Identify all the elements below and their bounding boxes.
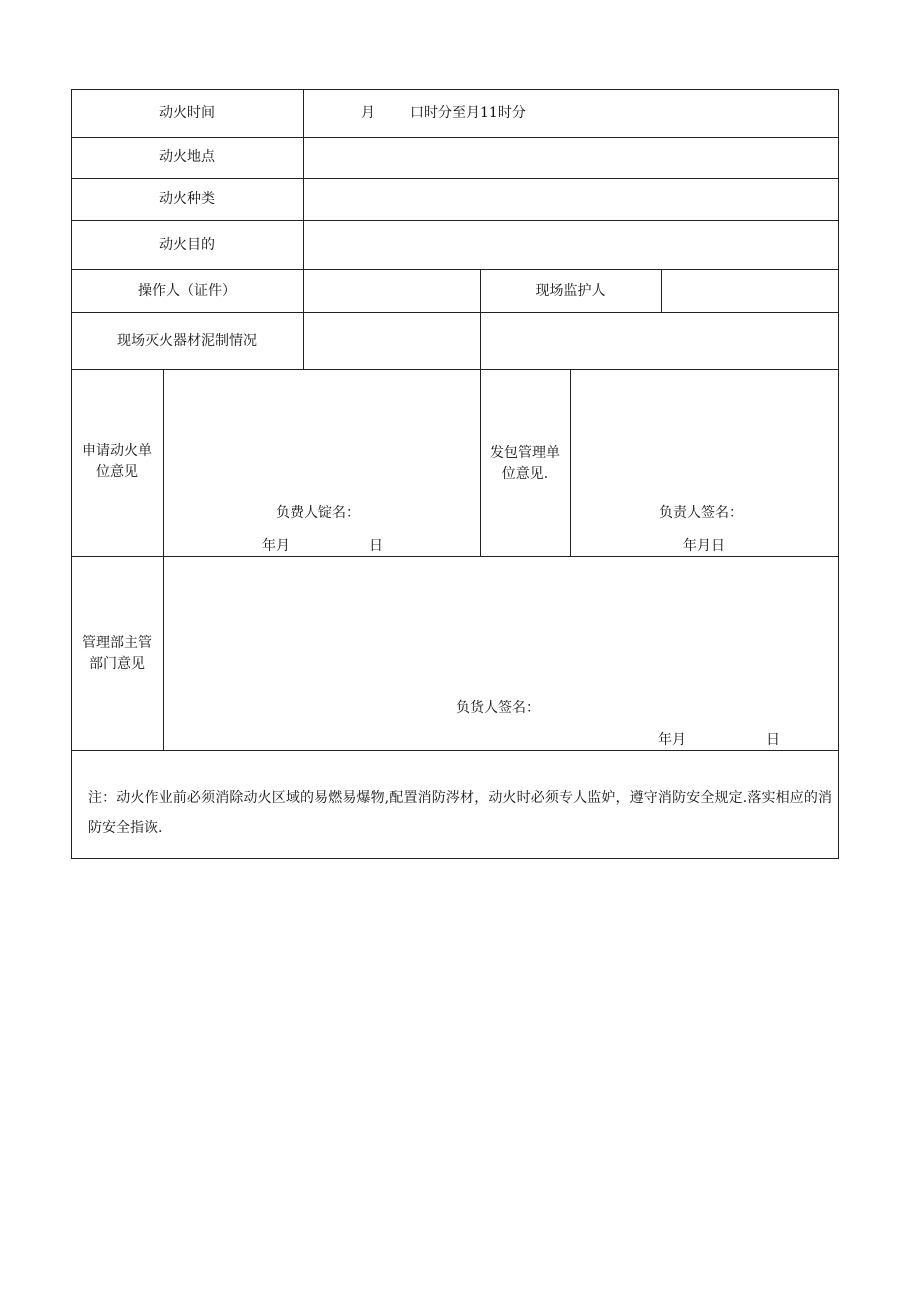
row-divider (71, 137, 839, 138)
management-date-year-month: 年月 (658, 732, 686, 748)
hot-work-kind-label: 动火种类 (159, 191, 215, 207)
contractor-opinion-label: 发包管理单位意见. (490, 445, 560, 482)
column-divider (661, 269, 662, 313)
row-divider (71, 750, 839, 751)
management-opinion-label: 管理部主管部门意见 (82, 635, 152, 672)
fire-equipment-label: 现场灭火器材泥制情况 (117, 333, 257, 349)
column-divider (480, 269, 481, 557)
row-divider (71, 269, 839, 270)
management-signature-label: 负货人签名： (456, 700, 540, 716)
column-divider (163, 369, 164, 751)
applicant-opinion-label: 申请动火单位意见 (82, 443, 152, 480)
operator-label: 操作人（证件） (138, 283, 236, 299)
applicant-date-day: 日 (369, 538, 383, 554)
applicant-date-year-month: 年月 (262, 538, 290, 554)
management-date-day: 日 (766, 732, 780, 748)
hot-work-time-month: 月 (361, 105, 375, 121)
row-divider (71, 178, 839, 179)
safety-note: 注：动火作业前必须消除动火区域的易燃易爆物,配置消防涔材，动火时必须专人监妒，遵守消防安全规定.落实相应的消防安全指诙. (88, 790, 832, 836)
column-divider (303, 89, 304, 370)
hot-work-purpose-label: 动火目的 (159, 237, 215, 253)
row-divider (71, 369, 839, 370)
hot-work-place-label: 动火地点 (159, 149, 215, 165)
row-divider (71, 220, 839, 221)
contractor-date: 年月日 (683, 538, 725, 554)
row-divider (71, 312, 839, 313)
row-divider (71, 556, 839, 557)
contractor-signature-label: 负责人签名： (659, 505, 743, 521)
hot-work-time-value: 口时分至月11时分 (410, 105, 526, 121)
hot-work-time-label: 动火时间 (159, 105, 215, 121)
column-divider (570, 369, 571, 557)
site-supervisor-label: 现场监护人 (535, 283, 606, 299)
applicant-signature-label: 负费人锭名： (276, 505, 360, 521)
